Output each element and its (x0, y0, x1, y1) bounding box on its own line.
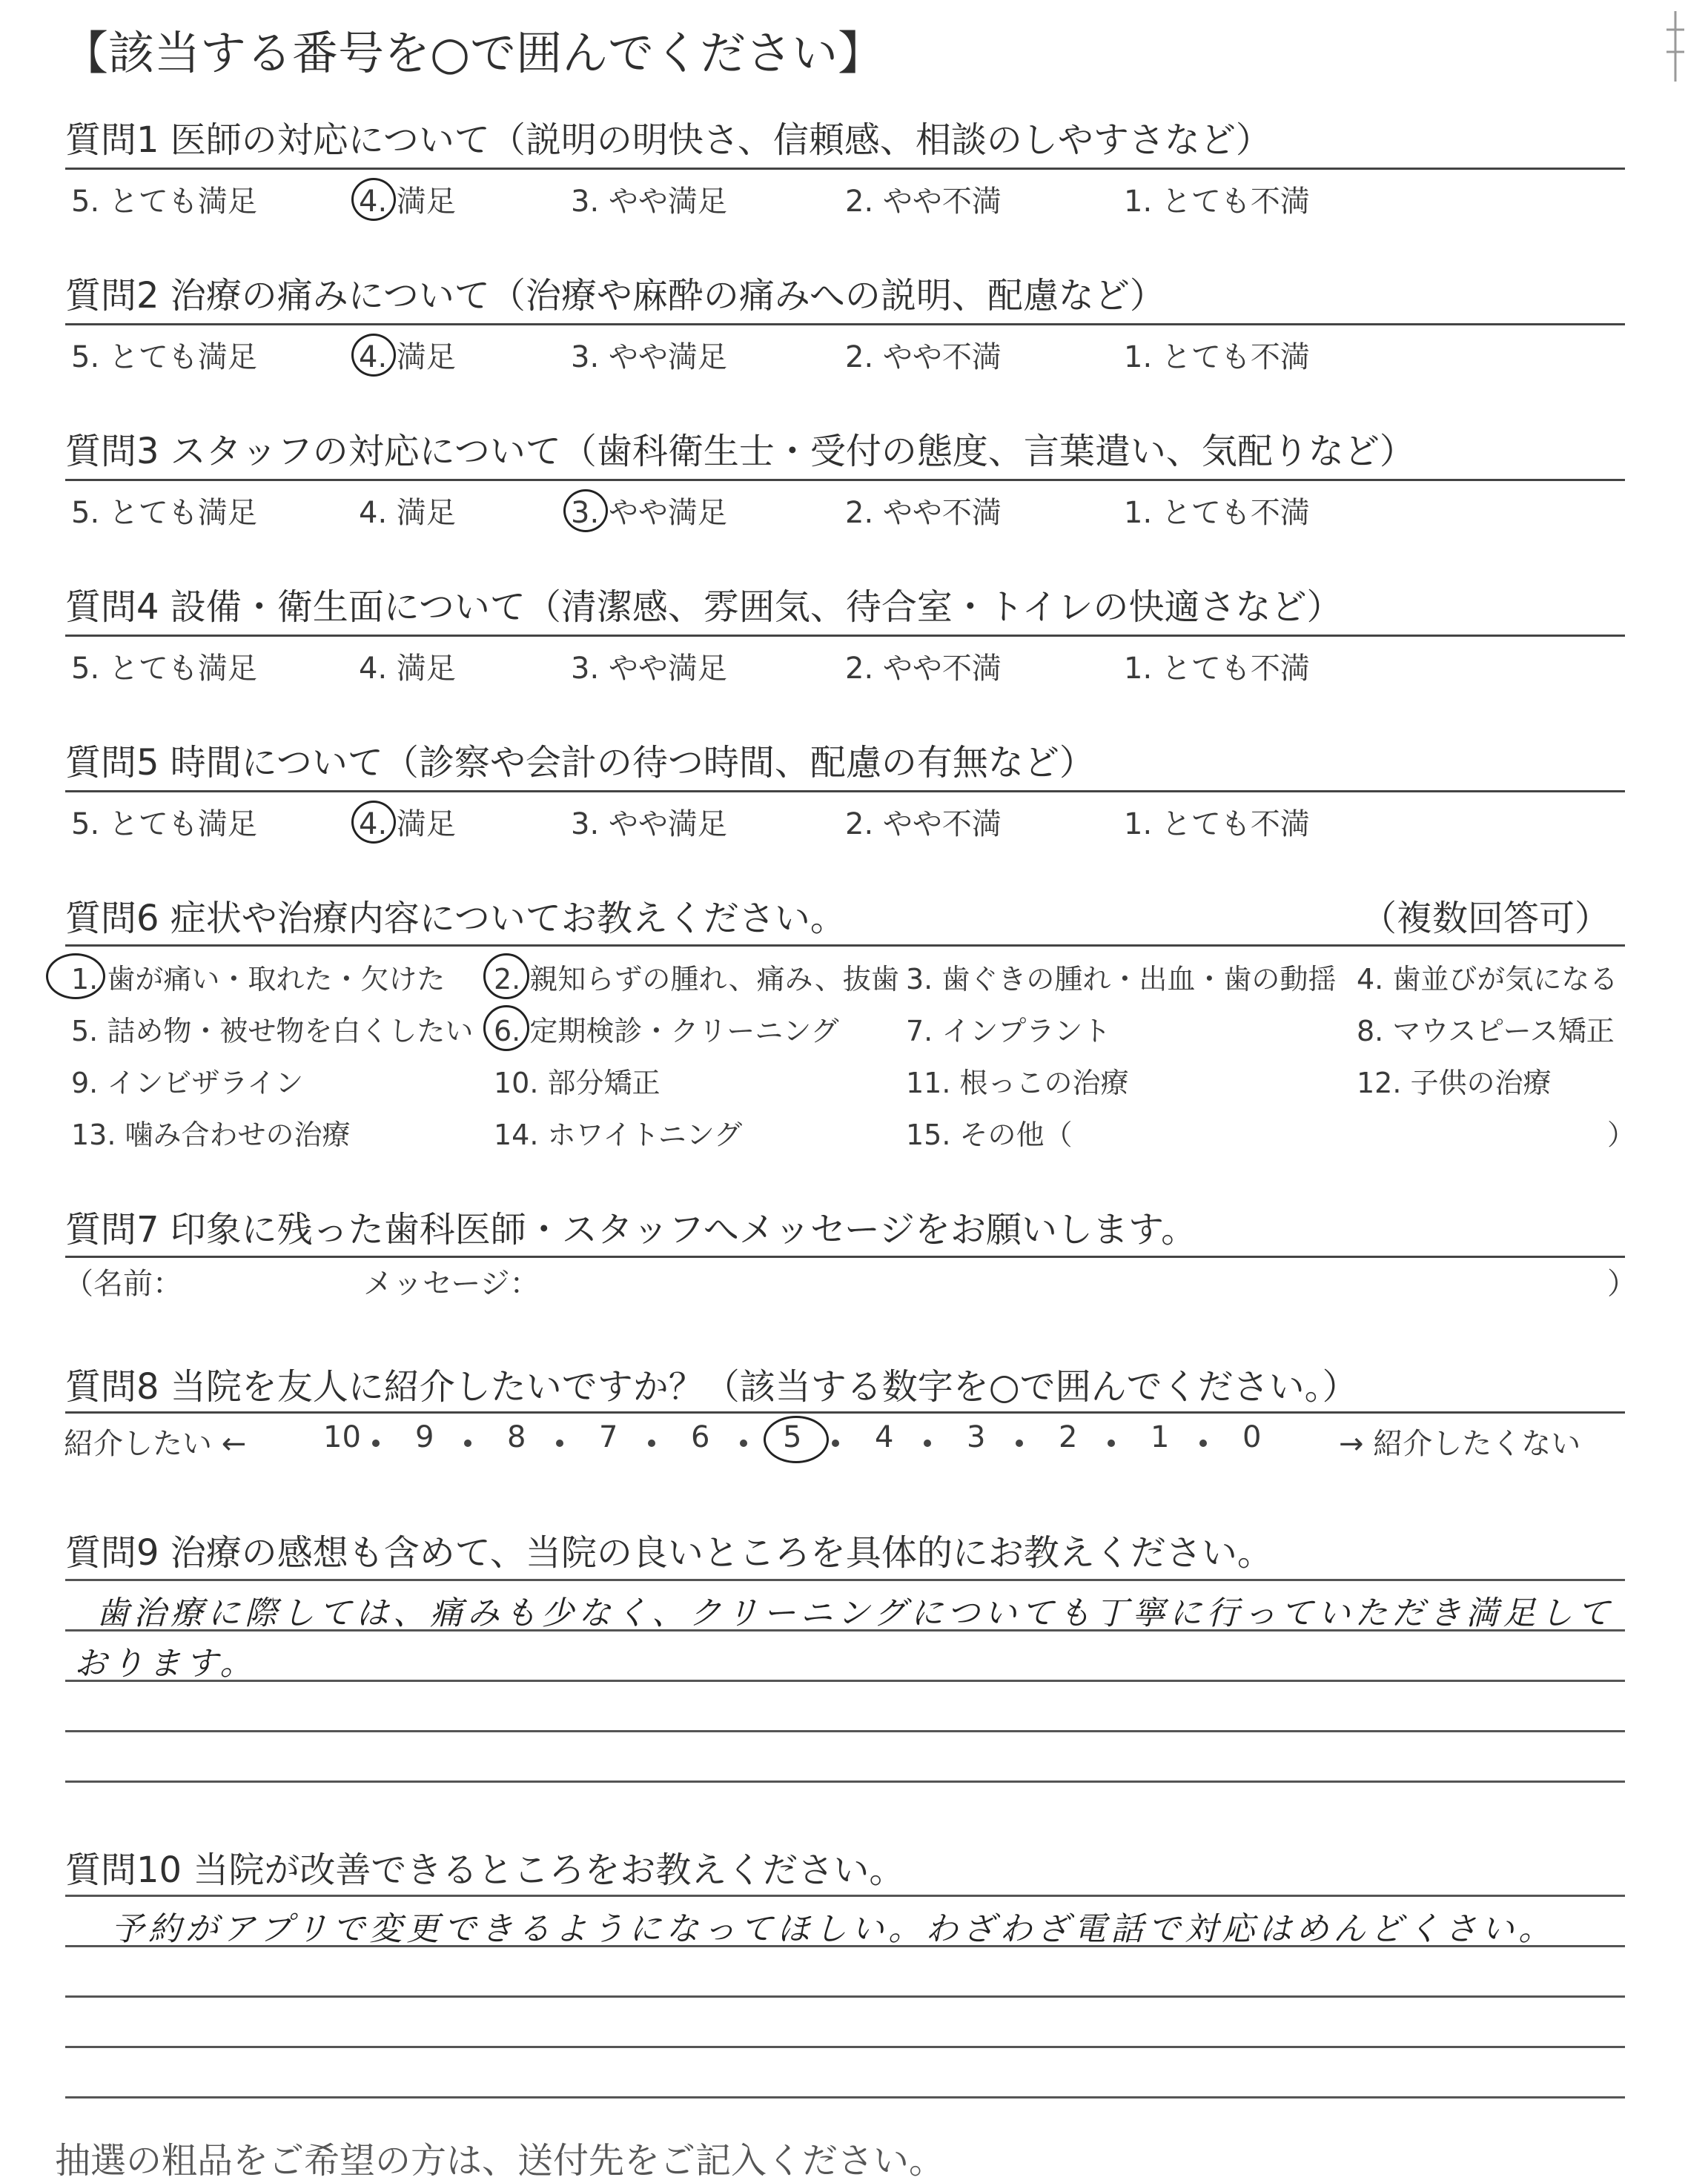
q8-scale-5[interactable]: 5 (783, 1420, 802, 1454)
q2-option-1[interactable]: 1. とても不満 (1124, 340, 1310, 374)
q8-scale-7[interactable]: 7 (599, 1420, 618, 1454)
q2-selection-circle (351, 334, 396, 377)
q8-separator-dot (1199, 1440, 1207, 1447)
q10-line-1 (65, 1895, 1625, 1897)
q8-scale-6[interactable]: 6 (691, 1420, 710, 1454)
q10-title: 質問10 当院が改善できるところをお教えください。 (65, 1849, 905, 1891)
q5-option-3[interactable]: 3. やや満足 (571, 807, 727, 841)
q8-right-label: → 紹介したくない (1339, 1427, 1581, 1461)
q3-option-4[interactable]: 4. 満足 (359, 496, 456, 530)
q5-option-5[interactable]: 5. とても満足 (71, 807, 257, 841)
q8-title: 質問8 当院を友人に紹介したいですか？（該当する数字を○で囲んでください。） (65, 1366, 1358, 1408)
q3-selection-circle (563, 489, 608, 532)
q9-title: 質問9 治療の感想も含めて、当院の良いところを具体的にお教えください。 (65, 1532, 1273, 1574)
q5-option-1[interactable]: 1. とても不満 (1124, 807, 1310, 841)
q2-rule (65, 323, 1625, 325)
q6-option-7[interactable]: 7. インプラント (906, 1015, 1111, 1047)
q8-separator-dot (464, 1440, 471, 1447)
q7-close-paren: ） (1607, 1267, 1637, 1301)
q6-other-close: ） (1607, 1119, 1636, 1151)
q3-option-3[interactable]: 3. やや満足 (571, 496, 727, 530)
q8-scale-8[interactable]: 8 (507, 1420, 526, 1454)
q8-left-label: 紹介したい ← (64, 1427, 247, 1461)
q5-rule (65, 790, 1625, 792)
q6-note: （複数回答可） (1361, 898, 1611, 939)
q9-line-4 (65, 1730, 1625, 1732)
q4-rule (65, 635, 1625, 637)
q6-option-3[interactable]: 3. 歯ぐきの腫れ・出血・歯の動揺 (906, 963, 1337, 996)
q5-title: 質問5 時間について（診察や会計の待つ時間、配慮の有無など） (65, 742, 1095, 784)
q5-option-4[interactable]: 4. 満足 (359, 807, 456, 841)
q8-separator-dot (1108, 1440, 1115, 1447)
q6-option-6[interactable]: 6. 定期検診・クリーニング (494, 1015, 839, 1047)
q9-answer-line-1: 歯治療に際しては、痛みも少なく、クリーニングについても丁寧に行っていただき満足して (96, 1594, 1615, 1632)
q10-line-5 (65, 2096, 1625, 2098)
q3-option-5[interactable]: 5. とても満足 (71, 496, 257, 530)
q6-option-4[interactable]: 4. 歯並びが気になる (1357, 963, 1618, 996)
q6-option-2[interactable]: 2. 親知らずの腫れ、痛み、抜歯 (494, 963, 899, 996)
q4-option-2[interactable]: 2. やや不満 (845, 652, 1002, 686)
q6-title: 質問6 症状や治療内容についてお教えください。 (65, 898, 846, 939)
q3-option-2[interactable]: 2. やや不満 (845, 496, 1002, 530)
q6-option-10[interactable]: 10. 部分矯正 (494, 1067, 661, 1099)
q8-scale-2[interactable]: 2 (1059, 1420, 1078, 1454)
q1-title: 質問1 医師の対応について（説明の明快さ、信頼感、相談のしやすさなど） (65, 119, 1271, 161)
q7-title: 質問7 印象に残った歯科医師・スタッフへメッセージをお願いします。 (65, 1209, 1197, 1250)
q8-separator-dot (372, 1440, 380, 1447)
q2-title: 質問2 治療の痛みについて（治療や麻酔の痛みへの説明、配慮など） (65, 275, 1165, 317)
q6-selection-circle-6 (483, 1005, 529, 1051)
q8-rule (65, 1411, 1625, 1414)
q1-option-5[interactable]: 5. とても満足 (71, 185, 257, 219)
q2-option-2[interactable]: 2. やや不満 (845, 340, 1002, 374)
q8-separator-dot (556, 1440, 563, 1447)
q7-message-label: メッセージ： (363, 1267, 540, 1301)
q10-answer-line-1: 予約がアプリで変更できるようになってほしい。わざわざ電話で対応はめんどくさい。 (111, 1910, 1556, 1948)
q9-line-3 (65, 1680, 1625, 1682)
footer-text: 抽選の粗品をご希望の方は、送付先をご記入ください。 (55, 2140, 945, 2182)
q9-line-1 (65, 1579, 1625, 1581)
page-title: 【該当する番号を○で囲んでください】 (62, 26, 884, 80)
q9-line-5 (65, 1780, 1625, 1783)
q2-option-5[interactable]: 5. とても満足 (71, 340, 257, 374)
corner-mark-icon (1661, 7, 1690, 89)
q4-option-4[interactable]: 4. 満足 (359, 652, 456, 686)
q2-option-4[interactable]: 4. 満足 (359, 340, 456, 374)
q7-name-label: （名前： (64, 1267, 182, 1301)
q8-separator-dot (1016, 1440, 1023, 1447)
q6-option-15[interactable]: 15. その他（ (906, 1119, 1073, 1151)
q8-scale-0[interactable]: 0 (1242, 1420, 1262, 1454)
q6-option-12[interactable]: 12. 子供の治療 (1357, 1067, 1552, 1099)
q4-option-5[interactable]: 5. とても満足 (71, 652, 257, 686)
q1-selection-circle (351, 178, 396, 221)
q2-option-3[interactable]: 3. やや満足 (571, 340, 727, 374)
q8-separator-dot (924, 1440, 931, 1447)
q8-scale-4[interactable]: 4 (875, 1420, 894, 1454)
q4-title: 質問4 設備・衛生面について（清潔感、雰囲気、待合室・トイレの快適さなど） (65, 586, 1343, 628)
q1-rule (65, 168, 1625, 170)
q8-separator-dot (740, 1440, 747, 1447)
q8-scale-10[interactable]: 10 (323, 1420, 361, 1454)
q8-separator-dot (648, 1440, 655, 1447)
q3-title: 質問3 スタッフの対応について（歯科衛生士・受付の態度、言葉遣い、気配りなど） (65, 431, 1415, 472)
q1-option-4[interactable]: 4. 満足 (359, 185, 456, 219)
q3-option-1[interactable]: 1. とても不満 (1124, 496, 1310, 530)
q8-separator-dot (832, 1440, 839, 1447)
q6-selection-circle-2 (483, 953, 529, 999)
q6-option-9[interactable]: 9. インビザライン (71, 1067, 304, 1099)
q8-selection-circle (764, 1416, 829, 1463)
q6-option-8[interactable]: 8. マウスピース矯正 (1357, 1015, 1615, 1047)
q3-rule (65, 479, 1625, 481)
q4-option-3[interactable]: 3. やや満足 (571, 652, 727, 686)
q6-selection-circle-1 (46, 953, 105, 999)
q6-option-14[interactable]: 14. ホワイトニング (494, 1119, 743, 1151)
q8-scale-3[interactable]: 3 (967, 1420, 986, 1454)
q7-rule (65, 1256, 1625, 1258)
q10-line-3 (65, 1995, 1625, 1998)
q6-rule (65, 944, 1625, 947)
q5-option-2[interactable]: 2. やや不満 (845, 807, 1002, 841)
q8-scale-1[interactable]: 1 (1151, 1420, 1170, 1454)
q6-option-1[interactable]: 1. 歯が痛い・取れた・欠けた (71, 963, 446, 996)
q5-selection-circle (351, 801, 396, 844)
q6-option-11[interactable]: 11. 根っこの治療 (906, 1067, 1129, 1099)
q10-line-4 (65, 2046, 1625, 2048)
q1-option-3[interactable]: 3. やや満足 (571, 185, 727, 219)
q6-option-5[interactable]: 5. 詰め物・被せ物を白くしたい (71, 1015, 474, 1047)
q1-option-1[interactable]: 1. とても不満 (1124, 185, 1310, 219)
q1-option-2[interactable]: 2. やや不満 (845, 185, 1002, 219)
q4-option-1[interactable]: 1. とても不満 (1124, 652, 1310, 686)
q6-option-13[interactable]: 13. 噛み合わせの治療 (71, 1119, 351, 1151)
q8-scale-9[interactable]: 9 (415, 1420, 434, 1454)
q9-answer-line-2: おります。 (74, 1645, 257, 1683)
